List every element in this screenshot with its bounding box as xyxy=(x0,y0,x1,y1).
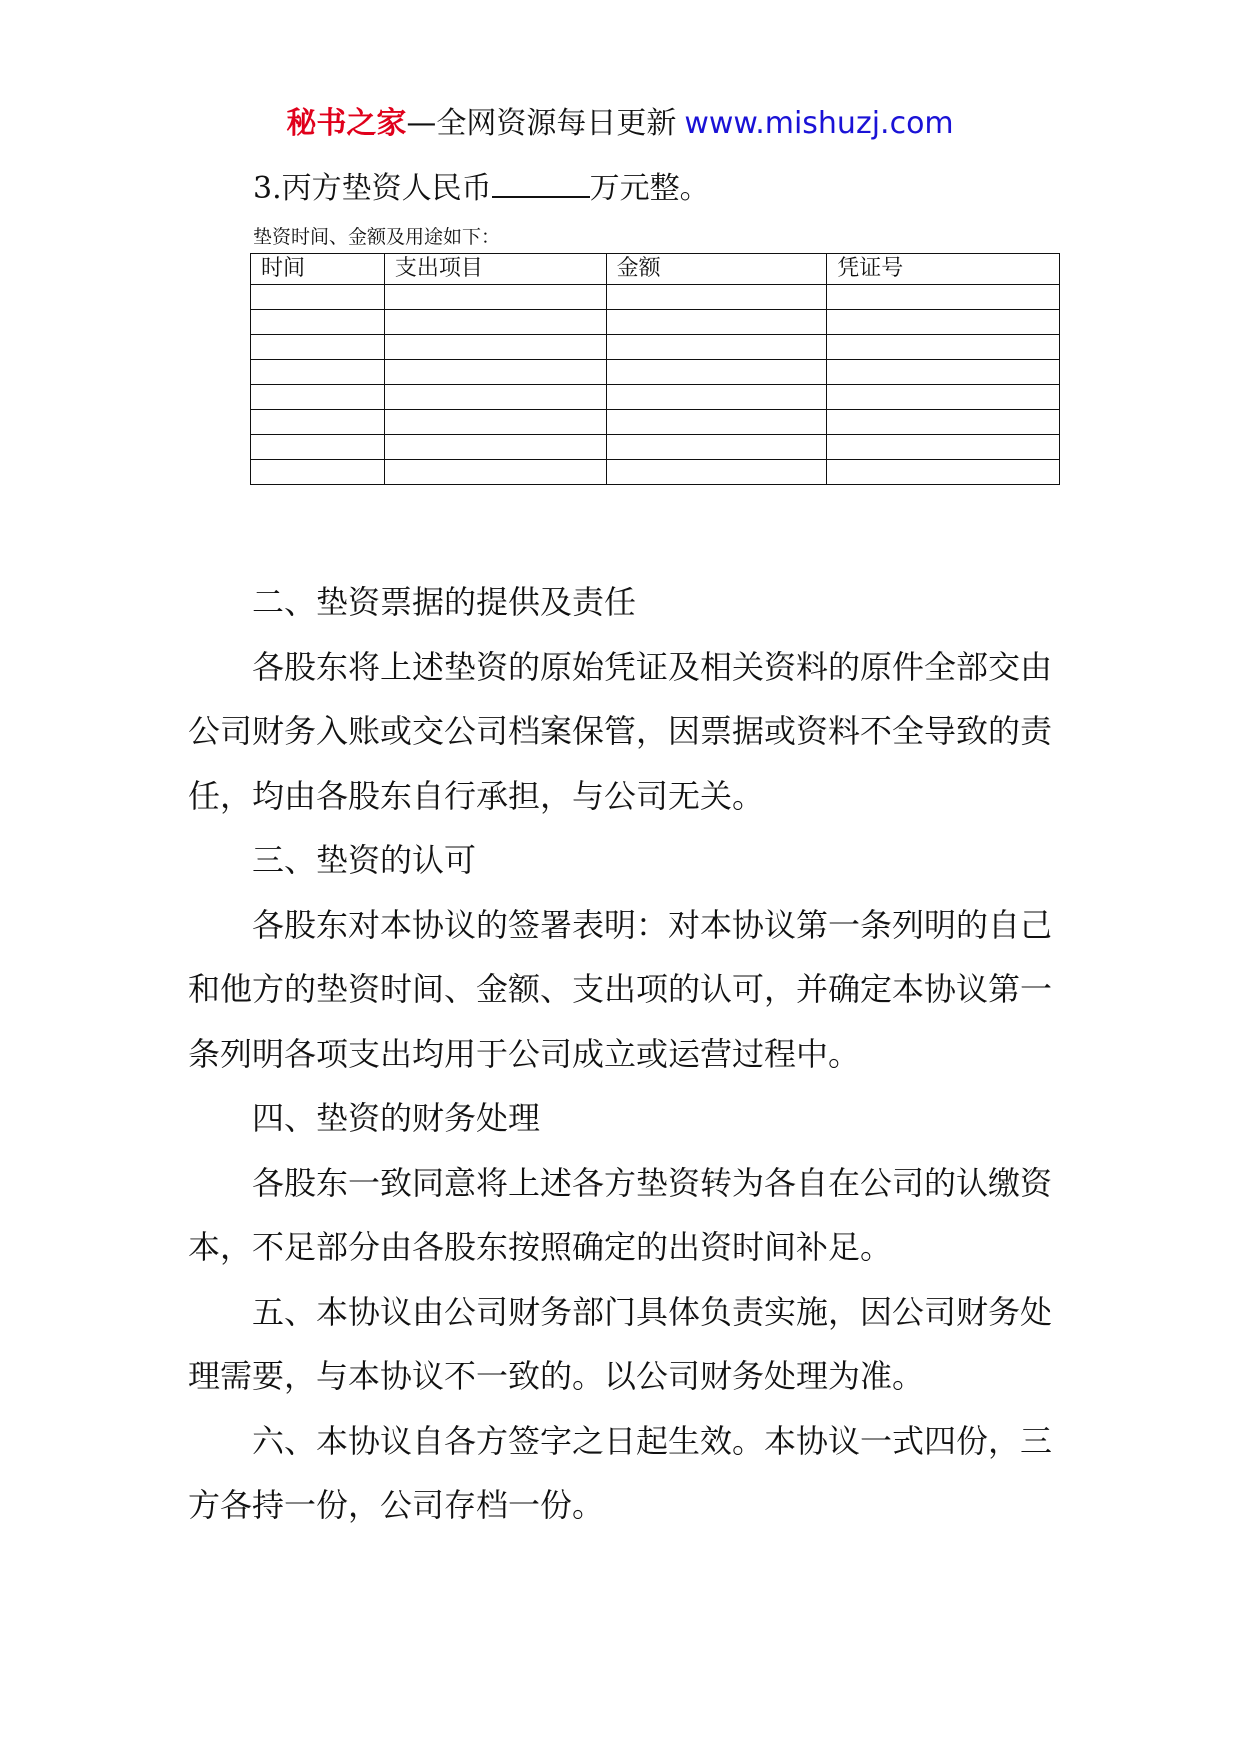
table-header-row xyxy=(251,254,1060,285)
amount-blank xyxy=(492,166,590,198)
table-cell xyxy=(384,335,606,360)
table-row xyxy=(251,335,1060,360)
table-cell xyxy=(251,410,385,435)
column-header-amount: 金额 xyxy=(606,254,827,285)
table-cell xyxy=(384,310,606,335)
section-heading-2: 二、垫资票据的提供及责任 xyxy=(252,583,637,621)
table-cell xyxy=(827,285,1060,310)
item-3-suffix: 万元整。 xyxy=(589,171,710,206)
table-row xyxy=(251,435,1060,460)
table-cell xyxy=(827,335,1060,360)
section-heading-4: 四、垫资的财务处理 xyxy=(252,1099,541,1137)
column-header-voucher: 凭证号 xyxy=(827,254,1060,285)
table-cell xyxy=(606,360,827,385)
table-cell xyxy=(384,410,606,435)
agreement-body xyxy=(188,570,1053,1538)
table-cell xyxy=(384,285,606,310)
section-clause-5: 五、本协议由公司财务部门具体负责实施，因公司财务处理需要，与本协议不一致的。以公司财务处理为准。 xyxy=(188,1292,1053,1395)
table-caption: 垫资时间、金额及用途如下： xyxy=(253,226,501,248)
table-cell xyxy=(384,460,606,485)
table-cell xyxy=(606,460,827,485)
table-row xyxy=(251,360,1060,385)
table-cell xyxy=(606,385,827,410)
table-cell xyxy=(827,435,1060,460)
table-row xyxy=(251,385,1060,410)
table-cell xyxy=(606,285,827,310)
table-cell xyxy=(606,310,827,335)
table-cell xyxy=(251,335,385,360)
table-cell xyxy=(606,435,827,460)
section-paragraph-4: 各股东一致同意将上述各方垫资转为各自在公司的认缴资本，不足部分由各股东按照确定的出资时间补足。 xyxy=(188,1163,1053,1266)
column-header-item: 支出项目 xyxy=(384,254,606,285)
section-paragraph-2: 各股东将上述垫资的原始凭证及相关资料的原件全部交由公司财务入账或交公司档案保管，因票据或资料不全导致的责任，均由各股东自行承担，与公司无关。 xyxy=(188,647,1053,815)
table-cell xyxy=(251,360,385,385)
table-cell xyxy=(606,335,827,360)
table-cell xyxy=(827,410,1060,435)
header-slogan: —全网资源每日更新 xyxy=(406,106,677,141)
table-cell xyxy=(827,460,1060,485)
table-cell xyxy=(251,285,385,310)
table-cell xyxy=(384,435,606,460)
column-header-time: 时间 xyxy=(251,254,385,285)
section-heading-3: 三、垫资的认可 xyxy=(252,841,477,879)
table-cell xyxy=(251,385,385,410)
brand-name: 秘书之家 xyxy=(286,106,407,141)
table-cell xyxy=(251,460,385,485)
table-cell xyxy=(251,435,385,460)
section-clause-6: 六、本协议自各方签字之日起生效。本协议一式四份，三方各持一份，公司存档一份。 xyxy=(188,1421,1053,1524)
table-cell xyxy=(384,360,606,385)
site-header xyxy=(0,104,1240,144)
table-cell xyxy=(606,410,827,435)
table-cell xyxy=(384,385,606,410)
table-cell xyxy=(827,310,1060,335)
table-body xyxy=(251,285,1060,485)
table-row xyxy=(251,285,1060,310)
item-3-line xyxy=(253,166,710,209)
section-paragraph-3: 各股东对本协议的签署表明：对本协议第一条列明的自己和他方的垫资时间、金额、支出项的认可，并确定本协议第一条列明各项支出均用于公司成立或运营过程中。 xyxy=(188,905,1053,1073)
site-url-link[interactable]: www.mishuzj.com xyxy=(684,106,954,141)
table-cell xyxy=(827,385,1060,410)
item-3-prefix: 3.丙方垫资人民币 xyxy=(253,171,492,206)
table-cell xyxy=(251,310,385,335)
table-row xyxy=(251,310,1060,335)
table-row xyxy=(251,410,1060,435)
table-cell xyxy=(827,360,1060,385)
advance-payment-table xyxy=(250,253,1060,485)
table-row xyxy=(251,460,1060,485)
